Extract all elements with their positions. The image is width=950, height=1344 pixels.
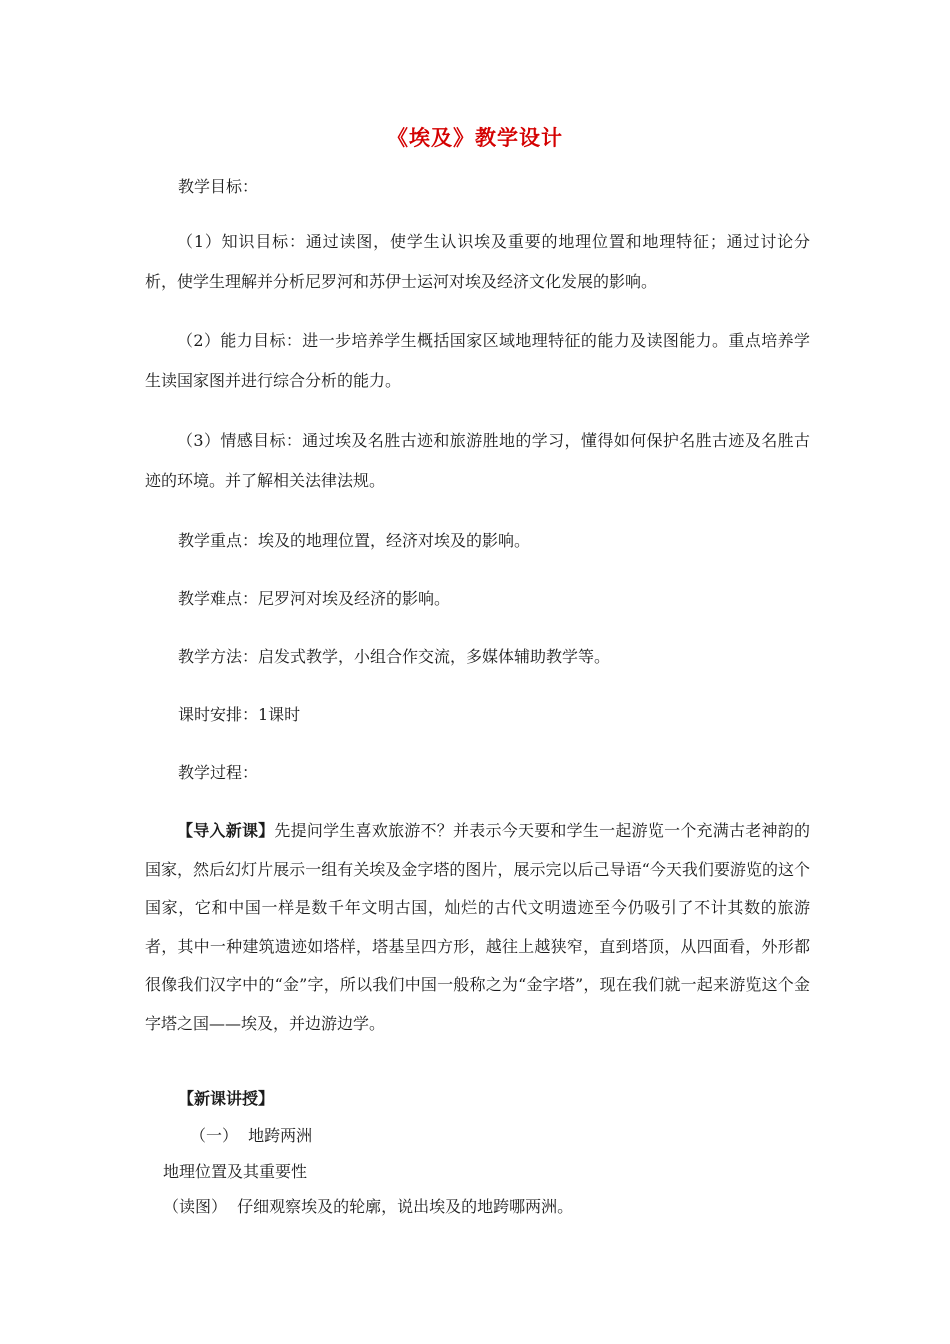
teaching-method: 教学方法：启发式教学，小组合作交流，多媒体辅助教学等。 [178,647,611,666]
objective-emotion: （3）情感目标：通过埃及名胜古迹和旅游胜地的学习，懂得如何保护名胜古迹及名胜古迹的环境。并了解相关法律法规。 [145,431,810,490]
objective-ability: （2）能力目标：进一步培养学生概括国家区域地理特征的能力及读图能力。重点培养学生读国家图并进行综合分析的能力。 [145,331,810,390]
section-one-heading: （一） 地跨两洲 [190,1126,313,1145]
objectives-heading: 教学目标： [178,177,259,196]
intro-tag: 【导入新课】 [177,821,275,840]
lesson-schedule: 课时安排：1课时 [178,705,301,724]
intro-text: 先提问学生喜欢旅游不？并表示今天要和学生一起游览一个充满古老神韵的国家，然后幻灯片展示一组有关埃及金字塔的图片，展示完以后己导语“今天我们要游览的这个国家，它和中国一样是数千年文明古国，灿烂的古代文明遗迹至今仍吸引了不计其数的旅游者，其中一种建筑遗迹如塔样，塔基呈四方形，越往上越狭窄，直到塔顶，从四面看，外形都很像我们汉字中的“金”字，所以我们中国一般称之为“金字塔”，现在我们就一起来游览这个金字塔之国——埃及，并边游边学。 [145,821,810,1033]
objective-knowledge: （1）知识目标：通过读图，使学生认识埃及重要的地理位置和地理特征；通过讨论分析，使学生理解并分析尼罗河和苏伊士运河对埃及经济文化发展的影响。 [145,232,810,291]
teaching-difficulty: 教学难点：尼罗河对埃及经济的影响。 [178,589,451,608]
intro-paragraph [145,812,810,1043]
process-heading: 教学过程： [178,763,259,782]
document-title: 《埃及》教学设计 [387,126,563,150]
reading-task: （读图） 仔细观察埃及的轮廓，说出埃及的地跨哪两洲。 [163,1197,574,1216]
subtopic-heading: 地理位置及其重要性 [163,1162,308,1181]
new-lesson-tag: 【新课讲授】 [178,1089,275,1108]
teaching-key-point: 教学重点：埃及的地理位置，经济对埃及的影响。 [178,531,531,550]
